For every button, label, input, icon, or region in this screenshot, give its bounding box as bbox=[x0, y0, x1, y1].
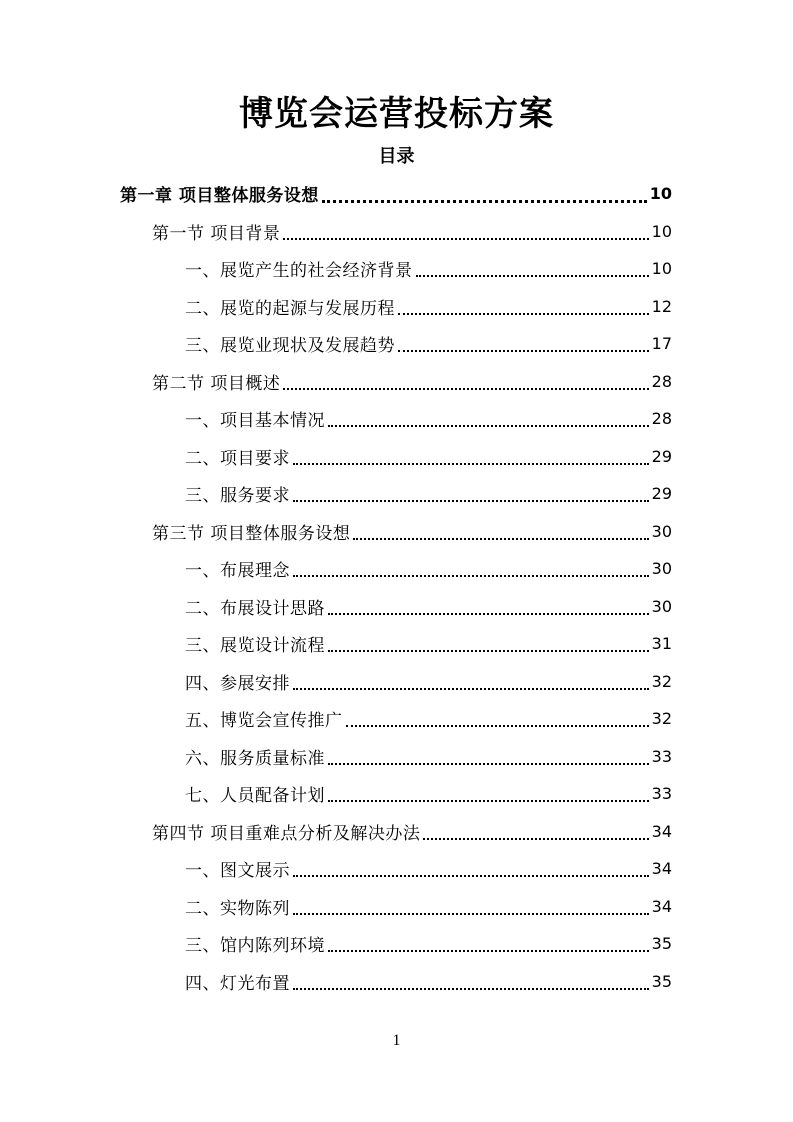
toc-entry-item[interactable] bbox=[0, 475, 793, 513]
toc-entry-section[interactable] bbox=[0, 213, 793, 251]
toc-dot-leader bbox=[283, 237, 648, 240]
toc-entry-page: 32 bbox=[651, 671, 672, 691]
toc-entry-label: 七、人员配备计划 bbox=[185, 786, 325, 807]
toc-entry-item[interactable] bbox=[0, 738, 793, 776]
toc-entry-label: 第一节 项目背景 bbox=[152, 223, 281, 244]
toc-dot-leader bbox=[328, 424, 649, 427]
toc-entry-page: 30 bbox=[651, 559, 672, 579]
toc-entry-label: 二、项目要求 bbox=[185, 448, 290, 469]
toc-entry-page: 34 bbox=[651, 821, 672, 841]
toc-dot-leader bbox=[398, 312, 649, 315]
toc-entry-page: 35 bbox=[651, 971, 672, 991]
toc-dot-leader bbox=[416, 274, 649, 277]
toc-dot-leader bbox=[328, 949, 649, 952]
toc-entry-item[interactable] bbox=[0, 288, 793, 326]
document-title: 博览会运营投标方案 bbox=[239, 94, 554, 134]
toc-entry-item[interactable] bbox=[0, 700, 793, 738]
toc-entry-page: 10 bbox=[651, 259, 672, 279]
toc-dot-leader bbox=[293, 912, 649, 915]
toc-entry-label: 第四节 项目重难点分析及解决办法 bbox=[152, 823, 421, 844]
toc-entry-label: 一、项目基本情况 bbox=[185, 411, 325, 432]
toc-entry-label: 一、布展理念 bbox=[185, 561, 290, 582]
toc-entry-item[interactable] bbox=[0, 325, 793, 363]
toc-entry-page: 10 bbox=[651, 221, 672, 241]
toc-entry-page: 33 bbox=[651, 784, 672, 804]
toc-entry-page: 30 bbox=[651, 521, 672, 541]
toc-dot-leader bbox=[293, 574, 649, 577]
toc-dot-leader bbox=[423, 837, 648, 840]
toc-entry-page: 29 bbox=[651, 484, 672, 504]
toc-entry-item[interactable] bbox=[0, 925, 793, 963]
toc-entry-item[interactable] bbox=[0, 550, 793, 588]
toc-dot-leader bbox=[328, 649, 649, 652]
toc-dot-leader bbox=[353, 537, 648, 540]
toc-entry-label: 四、灯光布置 bbox=[185, 973, 290, 994]
toc-entry-page: 35 bbox=[651, 934, 672, 954]
toc-entry-chapter[interactable] bbox=[0, 175, 793, 213]
toc-dot-leader bbox=[328, 762, 649, 765]
toc-entry-label: 五、博览会宣传推广 bbox=[185, 711, 343, 732]
toc-entry-section[interactable] bbox=[0, 513, 793, 551]
toc-entry-page: 17 bbox=[651, 334, 672, 354]
toc-entry-page: 10 bbox=[649, 184, 672, 204]
toc-dot-leader bbox=[328, 612, 649, 615]
toc-entry-section[interactable] bbox=[0, 363, 793, 401]
toc-entry-page: 28 bbox=[651, 409, 672, 429]
toc-dot-leader bbox=[293, 874, 649, 877]
toc-dot-leader bbox=[293, 462, 649, 465]
toc-entry-label: 第一章 项目整体服务设想 bbox=[120, 186, 319, 207]
toc-entry-item[interactable] bbox=[0, 775, 793, 813]
toc-entry-label: 第三节 项目整体服务设想 bbox=[152, 523, 351, 544]
table-of-contents bbox=[0, 175, 793, 1000]
toc-entry-label: 三、展览设计流程 bbox=[185, 636, 325, 657]
toc-entry-page: 33 bbox=[651, 746, 672, 766]
toc-entry-label: 一、展览产生的社会经济背景 bbox=[185, 261, 413, 282]
toc-entry-page: 29 bbox=[651, 446, 672, 466]
toc-entry-label: 二、布展设计思路 bbox=[185, 598, 325, 619]
toc-entry-label: 四、参展安排 bbox=[185, 673, 290, 694]
toc-dot-leader bbox=[346, 724, 649, 727]
toc-entry-item[interactable] bbox=[0, 250, 793, 288]
toc-entry-label: 二、展览的起源与发展历程 bbox=[185, 298, 395, 319]
toc-entry-page: 31 bbox=[651, 634, 672, 654]
toc-entry-label: 三、展览业现状及发展趋势 bbox=[185, 336, 395, 357]
toc-entry-page: 34 bbox=[651, 859, 672, 879]
toc-dot-leader bbox=[293, 687, 649, 690]
toc-entry-page: 12 bbox=[651, 296, 672, 316]
toc-dot-leader bbox=[322, 199, 647, 203]
toc-entry-page: 34 bbox=[651, 896, 672, 916]
toc-entry-label: 二、实物陈列 bbox=[185, 898, 290, 919]
toc-heading: 目录 bbox=[378, 146, 415, 167]
toc-dot-leader bbox=[293, 499, 649, 502]
toc-entry-item[interactable] bbox=[0, 438, 793, 476]
page-number: 1 bbox=[392, 1032, 401, 1049]
toc-entry-item[interactable] bbox=[0, 400, 793, 438]
toc-entry-label: 一、图文展示 bbox=[185, 861, 290, 882]
toc-entry-item[interactable] bbox=[0, 625, 793, 663]
toc-entry-item[interactable] bbox=[0, 663, 793, 701]
toc-entry-item[interactable] bbox=[0, 850, 793, 888]
toc-dot-leader bbox=[398, 349, 649, 352]
toc-entry-item[interactable] bbox=[0, 963, 793, 1001]
toc-entry-label: 三、服务要求 bbox=[185, 486, 290, 507]
toc-entry-label: 六、服务质量标准 bbox=[185, 748, 325, 769]
toc-entry-item[interactable] bbox=[0, 888, 793, 926]
toc-dot-leader bbox=[328, 799, 649, 802]
toc-entry-label: 三、馆内陈列环境 bbox=[185, 936, 325, 957]
toc-dot-leader bbox=[283, 387, 648, 390]
toc-entry-item[interactable] bbox=[0, 588, 793, 626]
toc-entry-section[interactable] bbox=[0, 813, 793, 851]
toc-entry-page: 28 bbox=[651, 371, 672, 391]
toc-entry-page: 30 bbox=[651, 596, 672, 616]
toc-entry-page: 32 bbox=[651, 709, 672, 729]
toc-entry-label: 第二节 项目概述 bbox=[152, 373, 281, 394]
toc-dot-leader bbox=[293, 987, 649, 990]
